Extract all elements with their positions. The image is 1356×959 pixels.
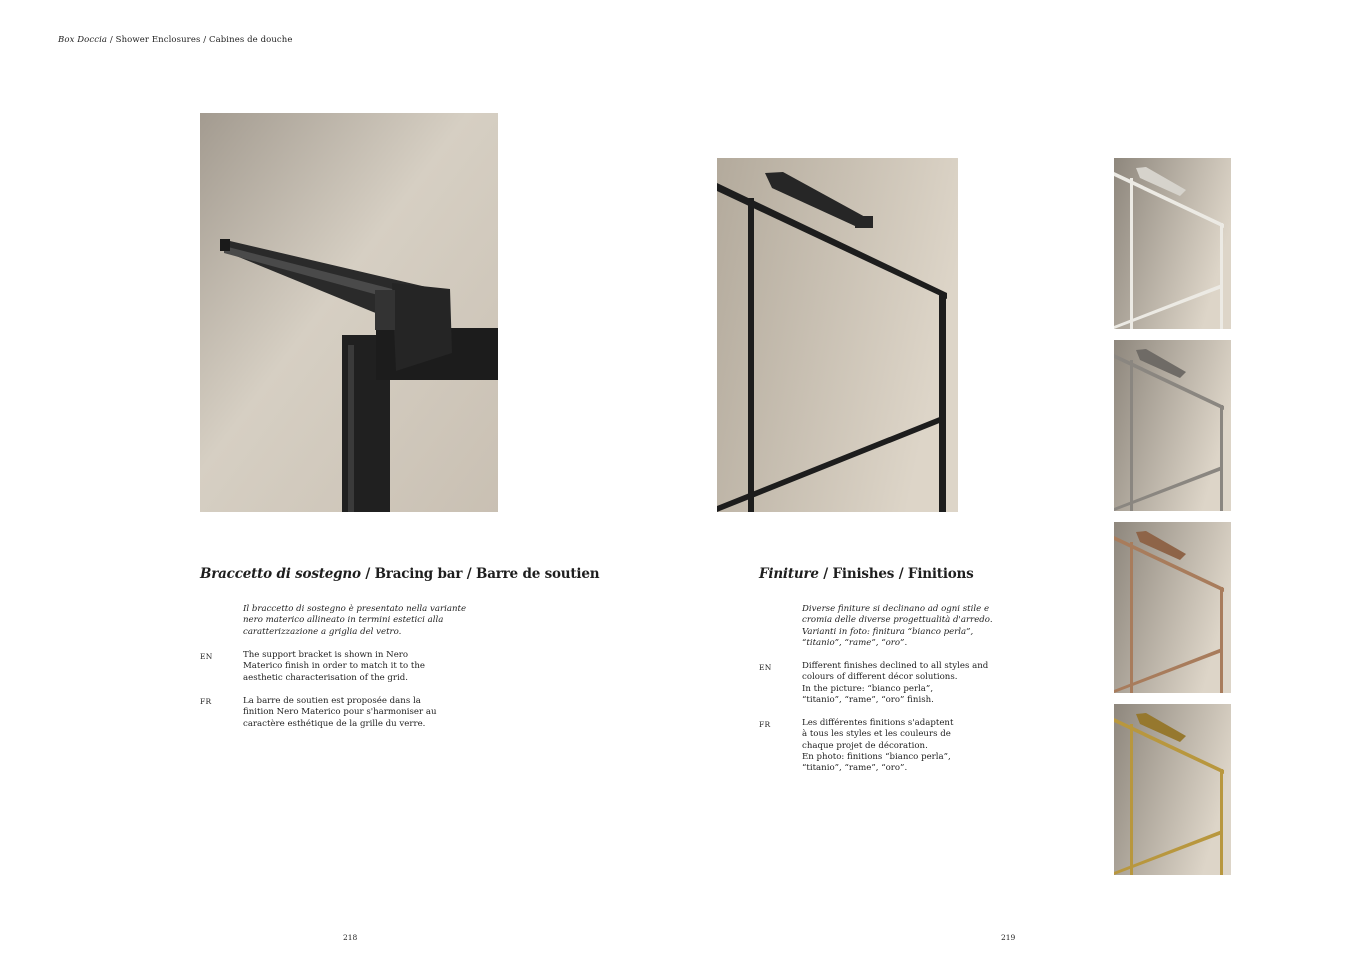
finishes-main-photo <box>717 158 958 512</box>
breadcrumb <box>58 35 292 45</box>
finish-thumbnail-oro <box>1114 704 1231 875</box>
breadcrumb-category: Box Doccia <box>58 35 108 45</box>
bracing-bar-photo <box>200 113 498 512</box>
finishes-title-it: Finiture <box>759 566 819 582</box>
bracing-bar-text-fr: La barre de soutien est proposée dans la finition Nero Materico pour s'harmoniser au caractère esthétique de la grille du verre. <box>243 696 437 729</box>
finishes-text-it: Diverse finiture si declinano ad ogni stile e cromia delle diverse progettualità d'arredo. Varianti in foto: finitura “bianco perla”, “titanio”, “rame”, “oro”. <box>802 604 993 648</box>
finishes-text-en: Different finishes declined to all styles and colours of different décor solutions. In the picture: “bianco perla”, “titanio”, “rame”, “oro” finish. <box>802 661 989 705</box>
finishes-title-rest: / Finishes / Finitions <box>818 566 974 582</box>
lang-label-fr: FR <box>200 697 212 706</box>
lang-label-en-right: EN <box>759 663 772 672</box>
bracing-bar-text-en: The support bracket is shown in Nero Materico finish in order to match it to the aesthetic characterisation of the grid. <box>243 650 425 683</box>
bracing-bar-text-it: Il braccetto di sostegno è presentato nella variante nero materico allineato in termini estetici alla caratterizzazione a griglia del vetro. <box>243 604 467 637</box>
finish-thumbnail-bianco-perla <box>1114 158 1231 329</box>
finish-thumbnail-rame <box>1114 522 1231 693</box>
finish-thumbnail-titanio <box>1114 340 1231 511</box>
page-number-right: 219 <box>1001 933 1016 942</box>
lang-label-en: EN <box>200 652 213 661</box>
page-number-left: 218 <box>343 933 358 942</box>
bracing-bar-title-it: Braccetto di sostegno <box>200 566 361 582</box>
bracing-bar-title-rest: / Bracing bar / Barre de soutien <box>360 566 600 582</box>
breadcrumb-path: / Shower Enclosures / Cabines de douche <box>107 35 293 45</box>
bracing-bar-title <box>200 566 599 582</box>
lang-label-fr-right: FR <box>759 720 771 729</box>
finishes-text-fr: Les différentes finitions s'adaptent à tous les styles et les couleurs de chaque projet de décoration. En photo: finitions “bianco perla”, “titanio”, “rame”, “oro”. <box>802 718 954 774</box>
finishes-title <box>759 566 974 582</box>
